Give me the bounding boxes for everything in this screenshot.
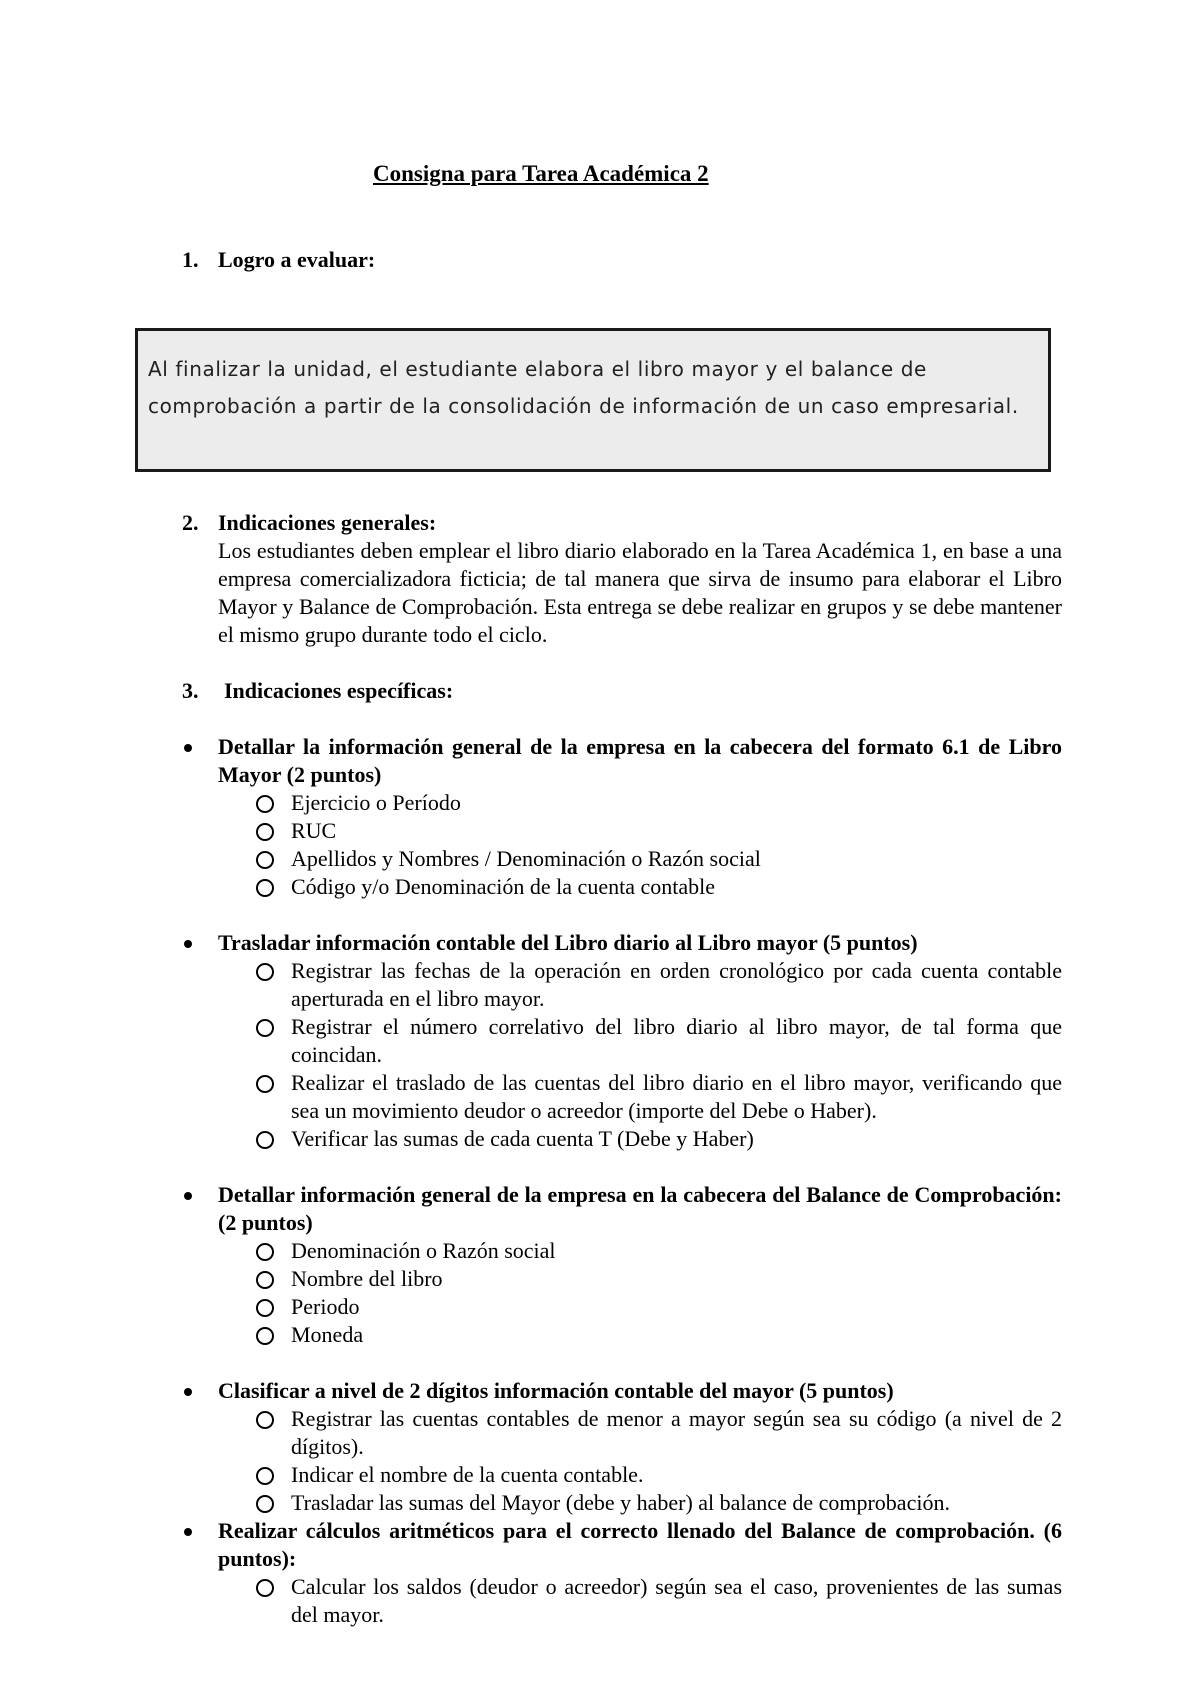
sub-item-text: Registrar las fechas de la operación en orden cronológico por cada cuenta contable aperturada en el libro mayor. [291, 958, 1062, 1011]
sub-item [218, 1237, 1062, 1265]
sub-item [218, 817, 1062, 845]
sub-item-text: Denominación o Razón social [291, 1238, 556, 1263]
sub-item-text: Registrar el número correlativo del libro diario al libro mayor, de tal forma que coincidan. [291, 1014, 1062, 1067]
bullet-item [218, 1517, 1062, 1573]
sub-item-text: Moneda [291, 1322, 364, 1347]
circle-bullet-icon [256, 879, 274, 897]
sub-item [218, 957, 1062, 1013]
bullet-dot-icon [184, 940, 192, 948]
bullet-heading: Clasificar a nivel de 2 dígitos información contable del mayor (5 puntos) [218, 1378, 894, 1403]
circle-bullet-icon [256, 1299, 274, 1317]
page-title: Consigna para Tarea Académica 2 [373, 161, 709, 186]
sub-item [218, 1573, 1062, 1629]
sub-item-text: Trasladar las sumas del Mayor (debe y haber) al balance de comprobación. [291, 1490, 950, 1515]
sub-item-text: Nombre del libro [291, 1266, 443, 1291]
circle-bullet-icon [256, 1495, 274, 1513]
circle-bullet-icon [256, 1019, 274, 1037]
sub-item-text: Código y/o Denominación de la cuenta contable [291, 874, 715, 899]
sub-item [218, 1405, 1062, 1461]
circle-bullet-icon [256, 1131, 274, 1149]
bullet-heading: Detallar la información general de la empresa en la cabecera del formato 6.1 de Libro Mayor (2 puntos) [218, 734, 1062, 787]
circle-bullet-icon [256, 1411, 274, 1429]
section-2-number: 2. [182, 510, 199, 535]
sub-item [218, 1265, 1062, 1293]
sub-item [218, 1461, 1062, 1489]
sub-item-text: Indicar el nombre de la cuenta contable. [291, 1462, 644, 1487]
bullet-item [218, 929, 1062, 957]
sub-item [218, 1013, 1062, 1069]
bullet-item [218, 733, 1062, 789]
achievement-text: Al finalizar la unidad, el estudiante elabora el libro mayor y el balance de comprobación a partir de la consolidación de información de un caso empresarial. [148, 357, 1019, 418]
circle-bullet-icon [256, 851, 274, 869]
circle-bullet-icon [256, 1327, 274, 1345]
sub-item-text: RUC [291, 818, 337, 843]
sub-item-text: Registrar las cuentas contables de menor a mayor según sea su código (a nivel de 2 dígitos). [291, 1406, 1062, 1459]
section-1-title: Logro a evaluar: [218, 247, 376, 272]
specific-indications-list [218, 733, 1062, 1629]
circle-bullet-icon [256, 1243, 274, 1261]
sub-item-text: Verificar las sumas de cada cuenta T (Debe y Haber) [291, 1126, 754, 1151]
circle-bullet-icon [256, 963, 274, 981]
sub-item-text: Ejercicio o Período [291, 790, 461, 815]
circle-bullet-icon [256, 1467, 274, 1485]
bullet-dot-icon [184, 1528, 192, 1536]
sub-item-text: Calcular los saldos (deudor o acreedor) según sea el caso, provenientes de las sumas del mayor. [291, 1574, 1062, 1627]
circle-bullet-icon [256, 795, 274, 813]
circle-bullet-icon [256, 1075, 274, 1093]
section-3-number: 3. [182, 678, 199, 703]
sub-item [218, 1293, 1062, 1321]
sub-item [218, 789, 1062, 817]
bullet-heading: Realizar cálculos aritméticos para el correcto llenado del Balance de comprobación. (6 puntos): [218, 1518, 1062, 1571]
circle-bullet-icon [256, 823, 274, 841]
sub-item-text: Realizar el traslado de las cuentas del libro diario en el libro mayor, verificando que sea un movimiento deudor o acreedor (importe del Debe o Haber). [291, 1070, 1062, 1123]
bullet-dot-icon [184, 1388, 192, 1396]
sub-item [218, 1321, 1062, 1349]
bullet-heading: Detallar información general de la empresa en la cabecera del Balance de Comprobación: (2 puntos) [218, 1182, 1062, 1235]
section-1-number: 1. [182, 247, 199, 272]
bullet-item [218, 1377, 1062, 1405]
achievement-box [135, 328, 1051, 472]
sub-item [218, 1069, 1062, 1125]
section-2-title: Indicaciones generales: [218, 510, 437, 535]
circle-bullet-icon [256, 1579, 274, 1597]
bullet-dot-icon [184, 744, 192, 752]
sub-item-text: Periodo [291, 1294, 360, 1319]
bullet-dot-icon [184, 1192, 192, 1200]
bullet-item [218, 1181, 1062, 1237]
circle-bullet-icon [256, 1271, 274, 1289]
sub-item [218, 1125, 1062, 1153]
section-2-body: Los estudiantes deben emplear el libro diario elaborado en la Tarea Académica 1, en base a una empresa comercializadora ficticia; de tal manera que sirva de insumo para elaborar el Libro Mayor y Balance de Comprobación. Esta entrega se debe realizar en grupos y se debe mantener el mismo grupo durante todo el ciclo. [218, 538, 1062, 647]
section-3-title: Indicaciones específicas: [224, 678, 454, 703]
bullet-heading: Trasladar información contable del Libro diario al Libro mayor (5 puntos) [218, 930, 918, 955]
sub-item [218, 1489, 1062, 1517]
sub-item-text: Apellidos y Nombres / Denominación o Razón social [291, 846, 761, 871]
sub-item [218, 845, 1062, 873]
sub-item [218, 873, 1062, 901]
